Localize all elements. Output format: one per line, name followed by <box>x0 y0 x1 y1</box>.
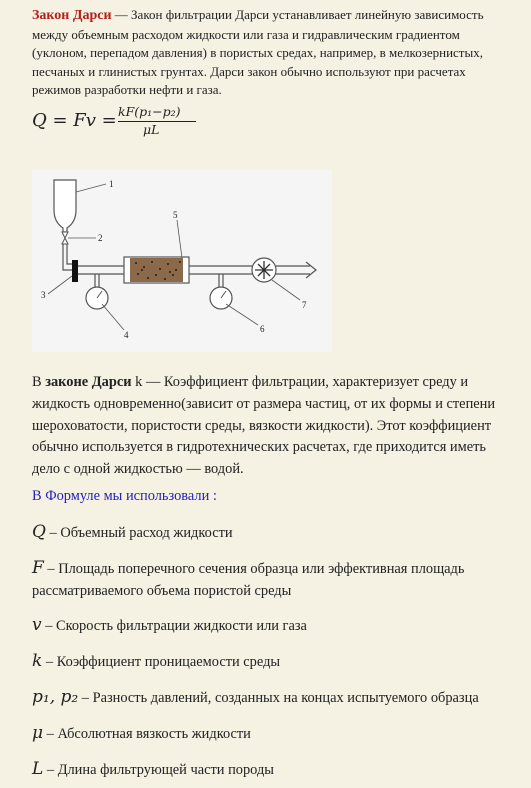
intro-paragraph <box>32 6 512 100</box>
coefficient-paragraph <box>32 372 517 481</box>
darcy-formula <box>32 104 332 138</box>
formula-lhs: Q = Fv = <box>32 110 117 131</box>
diagram-label-2: 2 <box>98 233 103 243</box>
definition-text: – Длина фильтрующей части породы <box>43 762 274 778</box>
diagram-label-5: 5 <box>173 210 178 220</box>
definition-symbol: L <box>32 759 44 779</box>
definition-symbol: k <box>32 651 43 671</box>
definition-F <box>32 557 517 602</box>
diagram-label-4: 4 <box>124 330 129 340</box>
diagram-label-1: 1 <box>109 179 114 189</box>
diagram-label-3: 3 <box>41 290 46 300</box>
used-heading: В Формуле мы использовали : <box>32 488 217 504</box>
diagram-label-7: 7 <box>302 300 307 310</box>
intro-title: Закон Дарси <box>32 8 112 23</box>
definition-p <box>32 686 517 709</box>
definition-symbol: μ <box>32 723 44 743</box>
definition-text: – Площадь поперечного сечения образца или эффективная площадь рассматриваемого объема пористой среды <box>32 561 465 599</box>
definition-symbol: v <box>32 615 42 635</box>
definition-v <box>32 614 517 637</box>
definition-text: – Скорость фильтрации жидкости или газа <box>41 618 307 634</box>
definition-Q <box>32 521 517 544</box>
formula-numerator: kF(p₁−p₂) <box>118 104 181 119</box>
definition-symbol: F <box>32 558 44 578</box>
darcy-apparatus-diagram <box>32 170 332 352</box>
definition-mu <box>32 722 517 745</box>
formula-denominator: μL <box>143 122 160 137</box>
definition-L <box>32 758 517 781</box>
definition-text: – Разность давлений, созданных на концах испытуемого образца <box>78 690 479 706</box>
diagram-label-6: 6 <box>260 324 265 334</box>
definition-k <box>32 650 517 673</box>
definition-symbol: p₁, p₂ <box>32 687 79 707</box>
paragraph-bold: законе Дарси <box>45 374 132 390</box>
definition-text: – Объемный расход жидкости <box>45 525 233 541</box>
definition-text: – Коэффициент проницаемости среды <box>42 654 281 670</box>
definition-symbol: Q <box>32 522 46 542</box>
paragraph-prefix: В <box>32 374 46 390</box>
definition-text: – Абсолютная вязкость жидкости <box>43 726 251 742</box>
intro-text: — Закон фильтрации Дарси устанавливает линейную зависимость между объемным расходом жидкости или газа и гидравлическим градиентом (уклоном, перепадом давления) в пористых средах, например, в мелкозернистых, песчаных и глинистых грунтах. Дарси закон обычно используют при расчетах режимов разработки нефти и газа. <box>32 7 484 97</box>
paragraph-text: k — Коэффициент фильтрации, характеризует среду и жидкость одновременно(зависит от размера частиц, от их формы и степени шероховатости, пористости среды, вязкости жидкости). Этот коэффициент обычно используется в гидротехнических расчетах, где приходится иметь дело с одной жидкостью — водой. <box>32 374 496 478</box>
